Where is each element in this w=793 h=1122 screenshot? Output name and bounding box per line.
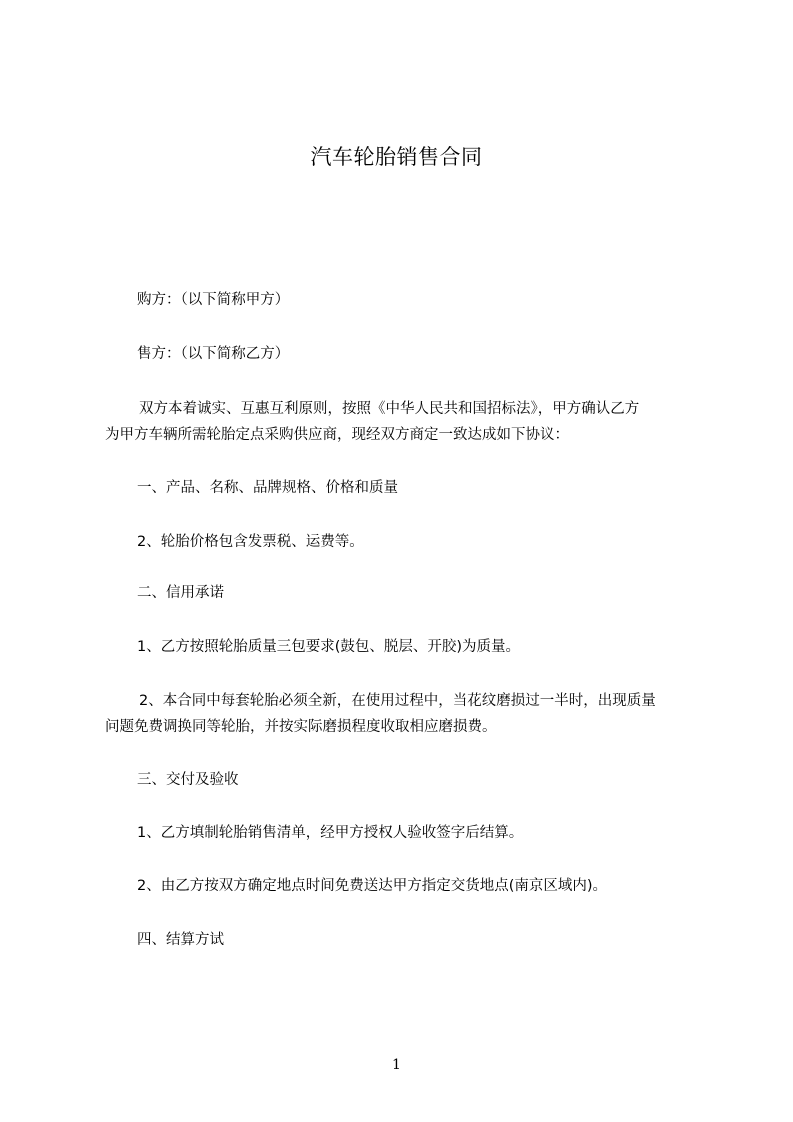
document-title: 汽车轮胎销售合同 [310, 145, 483, 169]
section-2-item-2-line-2: 问题免费调换同等轮胎，并按实际磨损程度收取相应磨损费。 [105, 719, 497, 735]
section-2-heading: 二、信用承诺 [137, 585, 224, 601]
seller-line: 售方：（以下简称乙方） [137, 346, 290, 362]
preamble-line-1: 双方本着诚实、互惠互利原则，按照《中华人民共和国招标法》，甲方确认乙方 [139, 401, 640, 417]
preamble-paragraph [105, 396, 705, 448]
section-3-heading: 三、交付及验收 [137, 772, 239, 788]
buyer-line: 购方：（以下简称甲方） [137, 292, 290, 308]
section-3-item-1: 1、乙方填制轮胎销售清单，经甲方授权人验收签字后结算。 [137, 825, 524, 841]
page-number: 1 [392, 1057, 401, 1073]
section-1-heading: 一、产品、名称、品牌规格、价格和质量 [137, 480, 398, 496]
section-1-item-2: 2、轮胎价格包含发票税、运费等。 [137, 534, 364, 550]
section-3-item-2: 2、由乙方按双方确定地点时间免费送达甲方指定交货地点(南京区域内)。 [137, 878, 608, 894]
section-2-item-2-line-1: 2、本合同中每套轮胎必须全新，在使用过程中，当花纹磨损过一半时，出现质量 [139, 693, 656, 709]
preamble-line-2: 为甲方车辆所需轮胎定点采购供应商，现经双方商定一致达成如下协议： [105, 427, 569, 443]
section-4-heading: 四、结算方试 [137, 932, 224, 948]
section-2-item-1: 1、乙方按照轮胎质量三包要求(鼓包、脱层、开胶)为质量。 [137, 639, 521, 655]
section-2-item-2 [105, 688, 705, 740]
